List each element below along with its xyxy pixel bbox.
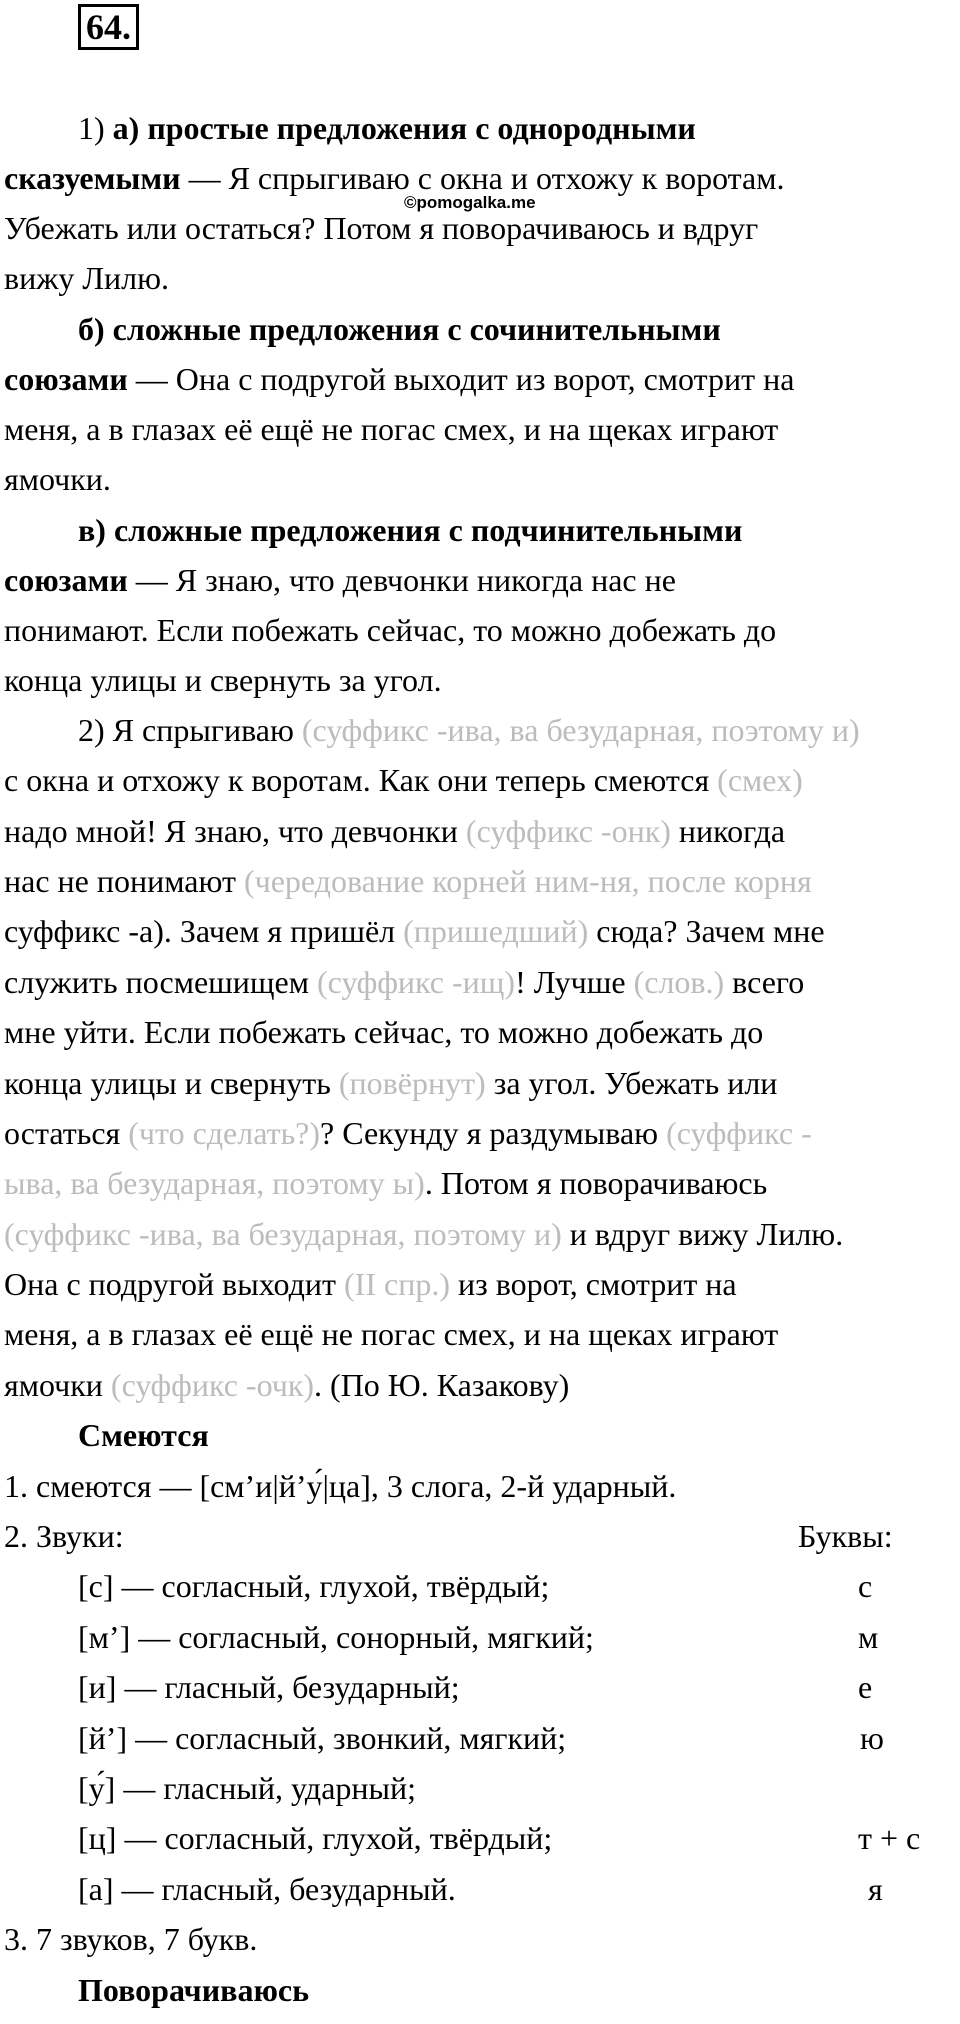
part2-line5: суффикс -а). Зачем я пришёл (пришедший) сюда? Зачем мне: [4, 913, 825, 949]
part1-c-line1: союзами — Я знаю, что девчонки никогда нас не: [4, 562, 676, 598]
part2-line13: меня, а в глазах её ещё не погас смех, и на щеках играют: [4, 1316, 779, 1352]
part1-c-line3: конца улицы и свернуть за угол.: [4, 662, 442, 698]
analysis-item3: 3. 7 звуков, 7 букв.: [4, 1921, 258, 1957]
sound-row: [а] — гласный, безударный.: [78, 1871, 456, 1907]
part1-c-line2: понимают. Если побежать сейчас, то можно добежать до: [4, 612, 777, 648]
part1-a-line1: сказуемыми — Я спрыгиваю с окна и отхожу к воротам.: [4, 160, 785, 196]
part1-b-line1: союзами — Она с подругой выходит из ворот, смотрит на: [4, 361, 795, 397]
part2-line1: 2) Я спрыгиваю (суффикс -ива, ва безударная, поэтому и): [78, 712, 860, 748]
part1-a-line2: Убежать или остаться? Потом я поворачиваюсь и вдруг: [4, 210, 759, 246]
note-text: (суффикс -очк): [110, 1367, 315, 1403]
note-text: (пришедший): [403, 913, 589, 949]
analysis-title: Смеются: [78, 1417, 209, 1453]
note-text: (суффикс -онк): [465, 813, 671, 849]
part2-line11: (суффикс -ива, ва безударная, поэтому и) и вдруг вижу Лилю.: [4, 1216, 844, 1252]
part2-line6: служить посмешищем (суффикс -ищ)! Лучше (слов.) всего: [4, 964, 805, 1000]
sound-row: [ц] — согласный, глухой, твёрдый;: [78, 1820, 553, 1856]
part1-b-line2: меня, а в глазах её ещё не погас смех, и на щеках играют: [4, 411, 779, 447]
sounds-label: 2. Звуки:: [4, 1518, 124, 1554]
part1-b-heading: б) сложные предложения с сочинительными: [78, 311, 721, 347]
letter-cell: е: [858, 1669, 873, 1705]
note-text: (II спр.): [344, 1266, 450, 1302]
part2-line9: остаться (что сделать?)? Секунду я раздумываю (суффикс -: [4, 1115, 812, 1151]
letter-cell: с: [858, 1568, 873, 1604]
sound-row: [у́] — гласный, ударный;: [78, 1770, 417, 1806]
note-text: (суффикс -ива, ва безударная, поэтому и): [4, 1216, 562, 1252]
part2-line7: мне уйти. Если побежать сейчас, то можно добежать до: [4, 1014, 764, 1050]
letter-cell: т + с: [858, 1820, 921, 1856]
part1-a-heading: 1) а) простые предложения с однородными: [78, 110, 696, 146]
note-text: (суффикс -ищ): [317, 964, 516, 1000]
note-text: (суффикс -: [666, 1115, 812, 1151]
part2-line8: конца улицы и свернуть (повёрнут) за угол. Убежать или: [4, 1065, 778, 1101]
note-text: (повёрнут): [338, 1065, 486, 1101]
note-text: ыва, ва безударная, поэтому ы): [4, 1165, 425, 1201]
part1-b-line3: ямочки.: [4, 461, 111, 497]
note-text: (По Ю. Казакову): [330, 1367, 570, 1403]
exercise-number: 64.: [78, 4, 139, 50]
note-text: (чередование корней ним-ня, после корня: [243, 863, 812, 899]
note-text: (что сделать?): [128, 1115, 321, 1151]
analysis-item1: 1. смеются — [см’и|й’у́|ца], 3 слога, 2-й ударный.: [4, 1468, 677, 1504]
sound-row: [с] — согласный, глухой, твёрдый;: [78, 1568, 550, 1604]
part2-line10: ыва, ва безударная, поэтому ы). Потом я поворачиваюсь: [4, 1165, 768, 1201]
note-text: (суффикс -ива, ва безударная, поэтому и): [301, 712, 860, 748]
part2-line14: ямочки (суффикс -очк). (По Ю. Казакову): [4, 1367, 570, 1403]
part2-line4: нас не понимают (чередование корней ним-ня, после корня: [4, 863, 812, 899]
sound-row: [м’] — согласный, сонорный, мягкий;: [78, 1619, 594, 1655]
part2-line12: Она с подругой выходит (II спр.) из ворот, смотрит на: [4, 1266, 737, 1302]
part2-line3: надо мной! Я знаю, что девчонки (суффикс -онк) никогда: [4, 813, 786, 849]
watermark: ©pomogalka.me: [404, 193, 536, 212]
part1-a-line3: вижу Лилю.: [4, 260, 170, 296]
letter-cell: м: [858, 1619, 879, 1655]
sound-row: [и] — гласный, безударный;: [78, 1669, 460, 1705]
sound-row: [й’] — согласный, звонкий, мягкий;: [78, 1720, 567, 1756]
letter-cell: я: [868, 1871, 883, 1907]
note-text: (смех): [717, 762, 803, 798]
letters-label: Буквы:: [798, 1518, 893, 1554]
analysis-title2: Поворачиваюсь: [78, 1972, 310, 2008]
note-text: (слов.): [633, 964, 725, 1000]
part1-c-heading: в) сложные предложения с подчинительными: [78, 512, 743, 548]
part2-line2: с окна и отхожу к воротам. Как они теперь смеются (смех): [4, 762, 803, 798]
letter-cell: ю: [860, 1720, 884, 1756]
